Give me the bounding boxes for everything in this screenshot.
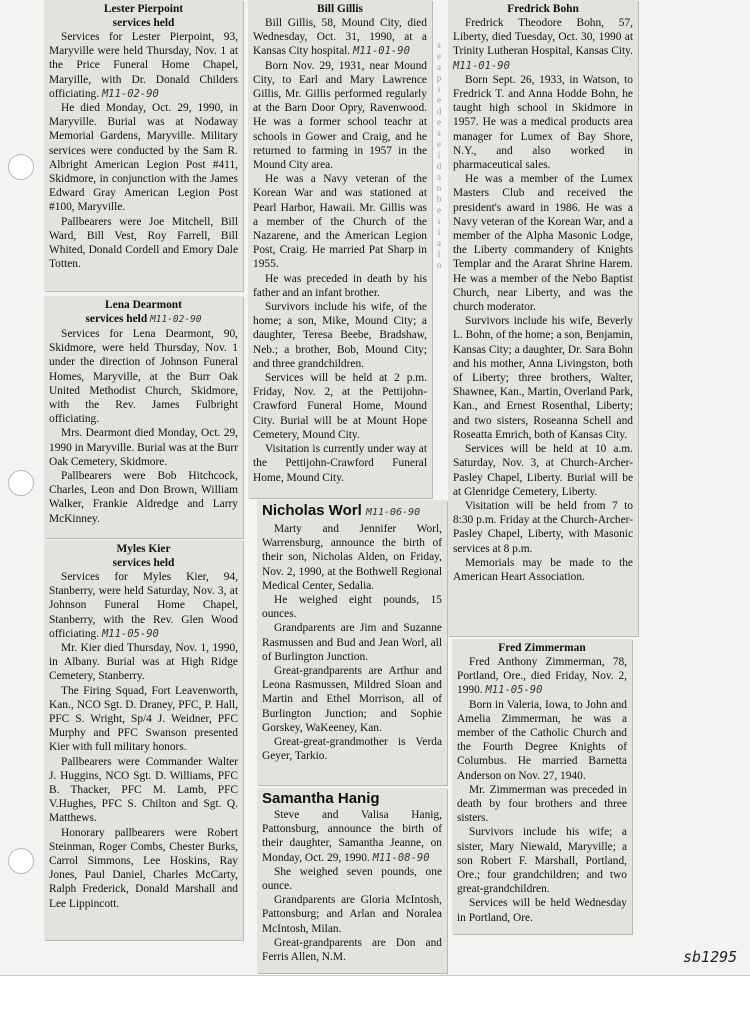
paragraph: Mr. Kier died Thursday, Nov. 1, 1990, in Albany. Burial was at High Ridge Cemetery, Stanberry. (49, 642, 238, 683)
subheadline: services held (112, 17, 175, 29)
handwritten-date-note: M11-05-90 (101, 627, 159, 640)
headline: Myles Kier (116, 543, 171, 555)
headline: Lester Pierpoint (103, 3, 184, 15)
paragraph: Grandparents are Gloria McIntosh, Pattonsburg; and Arlan and Noralea McIntosh, Milan. (262, 894, 442, 935)
paragraph: Great-grandparents are Don and Ferris Allen, N.M. (262, 936, 442, 964)
clipping-fredrick-bohn (448, 0, 638, 636)
paragraph: Services for Lena Dearmont, 90, Skidmore, were held Thursday, Nov. 1 under the direction of Johnson Funeral Homes, Maryville, at the Burr Oak United Methodist Church, Skidmore, with the Rev. James Fulbright officiating. (49, 328, 238, 426)
paragraph: Born Nov. 29, 1931, near Mound City, to Earl and Mary Lawrence Gillis, Mr. Gillis performed regularly at the Barn Door Opry, Ravenwood. He was a former school teachr at schools in Gower and Craig, and he returned to farming in 1957 in the Mound City area. (253, 59, 427, 172)
paragraph: Memorials may be made to the American Heart Association. (453, 556, 633, 583)
paragraph: Pallbearers were Bob Hitchcock, Charles, Leon and Don Brown, William Walker, Frankie Aldredge and Larry McKinney. (49, 470, 238, 525)
clipping-lena-dearmont (44, 296, 243, 538)
partial-clipping-edge: s e a p i e d e s e i d a n b e i i a l o (436, 40, 442, 270)
handwritten-date-note: M11-05-90 (485, 684, 543, 697)
paragraph: Marty and Jennifer Worl, Warrensburg, announce the birth of their son, Nicholas Alden, on Friday, Nov. 2, 1990, at the Bothwell Regional Medical Center, Sedalia. (262, 523, 442, 592)
paragraph: Visitation will be held from 7 to 8:30 p.m. Friday at the Church-Archer-Pasley Chapel, Liberty, with Masonic services at 8 p.m. (453, 499, 633, 555)
headline: Fred Zimmerman (498, 642, 586, 654)
clipping-samantha-hanig (257, 788, 447, 973)
paragraph: Born in Valeria, Iowa, to John and Amelia Zimmerman, he was a member of the Catholic Church and the Fourth Degree Knights of Columbus. He married Barnetta Anderson on Nov. 27, 1940. (457, 698, 627, 782)
paragraph: Survivors include his wife, Beverly L. Bohn, of the home; a son, Benjamin, Kansas City; a daughter, Dr. Sara Bohn and his mother, Anna Livingston, both of Liberty; three brothers, Walter, Shawnee, Kan., Martin, Overland Park, Kan., and Ernest Rosenthal, Liberty; and two sisters, Roseanna Schell and Roseatta Emrich, both of Kansas City. (453, 315, 634, 441)
paragraph: Great-grandparents are Arthur and Leona Rasmussen, Mildred Sloan and Martin and Ethel Morrison, all of Burlington Junction; and Sophie Gorskey, WaKeeney, Kan. (262, 665, 442, 734)
clipping-myles-kier (44, 540, 243, 940)
paragraph: Bill Gillis, 58, Mound City, died Wednesday, Oct. 31, 1990, at a Kansas City hospital. M11-01-90 (253, 17, 427, 58)
paragraph: Fredrick Theodore Bohn, 57, Liberty, died Tuesday, Oct. 30, 1990 at Trinity Lutheran Hospital, Kansas City. M11-01-90 (453, 17, 633, 72)
binder-hole (8, 470, 34, 496)
paragraph: He was preceded in death by his father and an infant brother. (253, 272, 427, 299)
handwritten-date-note: M11-02-90 (150, 314, 202, 325)
handwritten-date-note: M11-02-90 (101, 87, 159, 100)
paragraph: Steve and Valisa Hanig, Pattonsburg, announce the birth of their daughter, Samantha Jeanne, on Monday, Oct. 29, 1990. M11-08-90 (262, 809, 442, 864)
headline: Bill Gillis (317, 3, 363, 15)
binder-hole (8, 154, 34, 180)
paragraph: Grandparents are Jim and Suzanne Rasmussen and Bud and Jean Worl, all of Burlington Junction. (262, 622, 442, 663)
handwritten-date-note: M11-08-90 (372, 851, 430, 864)
paragraph: He died Monday, Oct. 29, 1990, in Maryville. Burial was at Nodaway Memorial Gardens, Maryville. Military services were conducted by the Sam R. Albright American Legion Post #411, Skidmore, in conjunction with the James Edward Gray American Legion Post #100, Maryville. (49, 102, 238, 214)
clipping-lester-pierpoint (44, 0, 243, 291)
paragraph: Survivors include his wife, of the home; a son, Mike, Mound City; a daughter, Teresa Beebe, Bradshaw, Neb.; a brother, Bob, Mound City; and three grandchildren. (253, 301, 427, 370)
paragraph: The Firing Squad, Fort Leavenworth, Kan., NCO Sgt. D. Draney, PFC, P. Hall, PFC S. Wright, Sp/4 J. Weidner, PFC Murphy and PFC Swanson presented Kier with full military honors. (49, 684, 238, 754)
handwritten-page-stamp: sb1295 (683, 948, 738, 966)
headline: Nicholas Worl M11-06-90 (262, 502, 421, 519)
paragraph: Mr. Zimmerman was preceded in death by four brothers and three sisters. (457, 783, 627, 825)
paragraph: Services for Myles Kier, 94, Stanberry, were held Saturday, Nov. 3, at Johnson Funeral Home Chapel, Stanberry, with the Rev. Glen Wood officiating. M11-05-90 (49, 571, 238, 640)
paragraph: Services for Lester Pierpoint, 93, Maryville were held Thursday, Nov. 1 at the Price Funeral Home Chapel, Maryille, with Dr. Donald Childers officiating. M11-02-90 (49, 31, 238, 100)
headline: Samantha Hanig (262, 790, 380, 807)
subheadline: services held (112, 557, 175, 569)
paragraph: Mrs. Dearmont died Monday, Oct. 29, 1990 in Maryville. Burial was at the Burr Oak Cemetery, Skidmore. (49, 427, 238, 468)
paragraph: Fred Anthony Zimmerman, 78, Portland, Ore., died Friday, Nov. 2, 1990. M11-05-90 (457, 656, 627, 697)
paragraph: Visitation is currently under way at the Pettijohn-Crawford Funeral Home, Mound City. (253, 443, 427, 484)
paragraph: She weighed seven pounds, one ounce. (262, 865, 442, 893)
paragraph: Born Sept. 26, 1933, in Watson, to Fredrick T. and Anna Hodde Bohn, he taught high school in Skidmore in 1957. He was a medical products area manager for Lumex of Bay Shore, N.Y., and also worked in pharmaceutical sales. (453, 73, 633, 172)
handwritten-date-note: M11-01-90 (353, 45, 410, 58)
binder-hole (8, 848, 34, 874)
paragraph: Services will be held Wednesday in Portland, Ore. (457, 897, 627, 924)
paragraph: Survivors include his wife; a sister, Mary Niewald, Maryville; a son Robert F. Marshall, Portland, Ore.; four grandchildren; and two great-grandchildren. (457, 826, 627, 896)
paragraph: He was a member of the Lumex Masters Club and received the president's award in 1986. He was a Navy veteran of the Korean War, and a member of the Alpha Masonic Lodge, the Liberty commandery of Knights Templar and the Ararat Shrine Harem. He was a member of the Nebo Baptist Church, near Liberty, and was the church moderator. (453, 173, 633, 314)
clipping-bill-gillis (248, 0, 432, 498)
paragraph: Pallbearers were Commander Walter J. Huggins, NCO Sgt. D. Williams, PFC B. Thacker, PFC M. Lamb, PFC V.Hughes, PFC S. Chilton and Sgt. Q. Matthews. (49, 755, 238, 825)
clipping-nicholas-worl (257, 500, 447, 785)
paragraph: Services will be held at 2 p.m. Friday, Nov. 2, at the Pettijohn-Crawford Funeral Home, Mound City. Burial will be at Mount Hope Cemetery, Mound City. (253, 372, 427, 441)
paragraph: Honorary pallbearers were Robert Steinman, Roger Combs, Chester Burks, Carrol Simmons, Lee Hoskins, Ray Jones, Paul Daniel, Charles McCarty, Ralph Frederick, Donald Marshall and Lee Lippincott. (49, 826, 238, 910)
headline: Lena Dearmont (105, 299, 182, 311)
paragraph: He was a Navy veteran of the Korean War and was stationed at Pearl Harbor, Hawaii. Mr. Gillis was a member of the Church of the Nazarene, and the American Legion Post, Craig. He married Pat Sharp in 1955. (253, 173, 427, 271)
paragraph: Pallbearers were Joe Mitchell, Bill Ward, Bill Vest, Roy Farrell, Bill Whited, Donald Cordell and Emory Dale Totten. (49, 215, 238, 271)
handwritten-date-note: M11-06-90 (365, 507, 421, 518)
paragraph: Great-great-grandmother is Verda Geyer, Tarkio. (262, 736, 442, 763)
headline: Fredrick Bohn (507, 3, 579, 15)
paragraph: He weighed eight pounds, 15 ounces. (262, 594, 442, 621)
handwritten-date-note: M11-01-90 (453, 59, 510, 72)
subheadline: services held M11-02-90 (85, 313, 202, 325)
paragraph: Services will be held at 10 a.m. Saturday, Nov. 3, at Church-Archer-Pasley Chapel, Liberty. Burial will be at Glenridge Cemetery, Liberty. (453, 443, 633, 498)
clipping-fred-zimmerman (452, 639, 632, 934)
